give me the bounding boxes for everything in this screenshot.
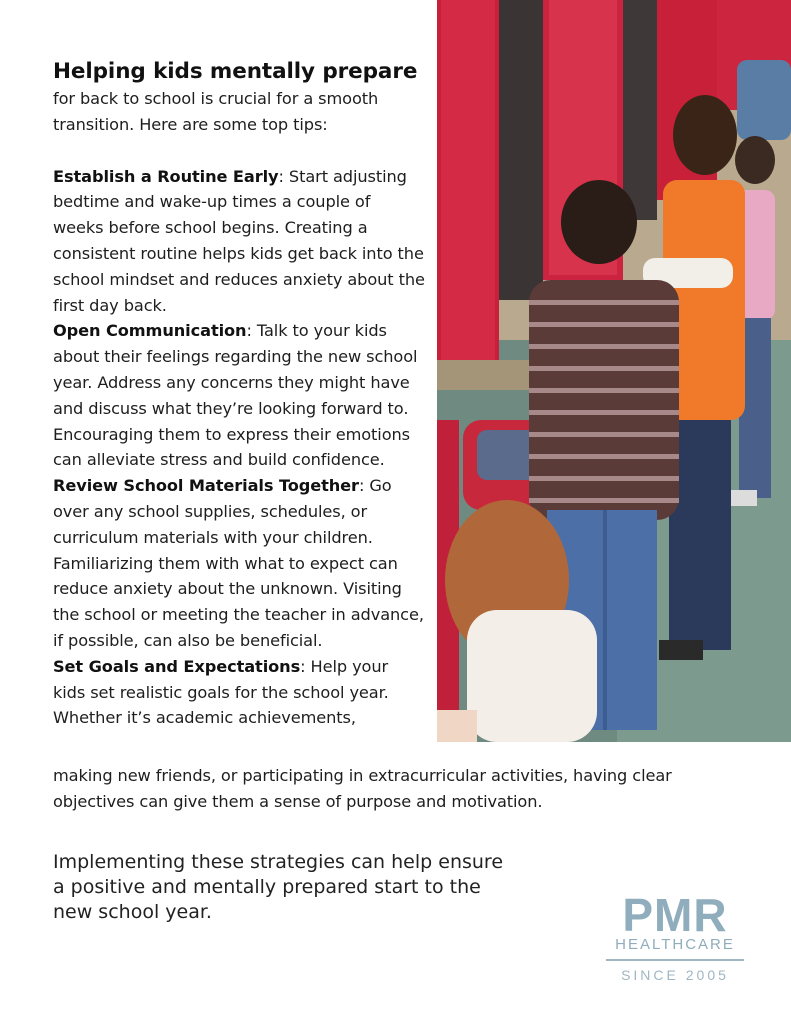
tip-goals-continued: making new friends, or participating in extracurricular activities, having clear objectives can give them a sense of purpose and motivation.	[53, 766, 672, 811]
tip-heading: Open Communication	[53, 321, 247, 341]
tip-materials	[53, 473, 425, 654]
tip-heading: Review School Materials Together	[53, 476, 359, 496]
logo-subtitle: HEALTHCARE	[615, 936, 735, 953]
tip-heading: Set Goals and Expectations	[53, 656, 301, 676]
intro-paragraph: for back to school is crucial for a smooth transition. Here are some top tips:	[53, 89, 379, 134]
closing-paragraph: Implementing these strategies can help ensure a positive and mentally prepared start to the new school year.	[53, 851, 504, 923]
logo-divider	[606, 959, 744, 961]
tip-body: : Help your kids set realistic goals for the school year. Whether it’s academic achievements,	[53, 656, 389, 728]
page-title: Helping kids mentally prepare	[53, 59, 418, 84]
tip-communication	[53, 318, 425, 473]
tip-heading: Establish a Routine Early	[53, 166, 279, 186]
tip-routine	[53, 164, 425, 319]
photo-children-at-lockers-icon	[437, 0, 791, 742]
tip-body: : Go over any school supplies, schedules, or curriculum materials with your children. Familiarizing them with what to expect can reduce anxiety about the unknown. Visiting the school or meeting the teacher in advance, if possible, can also be beneficial.	[53, 476, 424, 650]
logo-since: SINCE 2005	[621, 967, 729, 983]
tip-body: : Talk to your kids about their feelings regarding the new school year. Address any concerns they might have and discuss what they’re looking forward to. Encouraging them to express their emotions can alleviate stress and build confidence.	[53, 321, 418, 470]
tip-goals	[53, 654, 425, 731]
hero-photo	[437, 0, 791, 742]
pmr-logo	[600, 889, 750, 983]
tip-body: : Start adjusting bedtime and wake-up times a couple of weeks before school begins. Creating a consistent routine helps kids get back into the school mindset and reduces anxiety about the first day back.	[53, 166, 425, 315]
logo-name: PMR	[622, 889, 728, 941]
article-body	[53, 58, 425, 731]
